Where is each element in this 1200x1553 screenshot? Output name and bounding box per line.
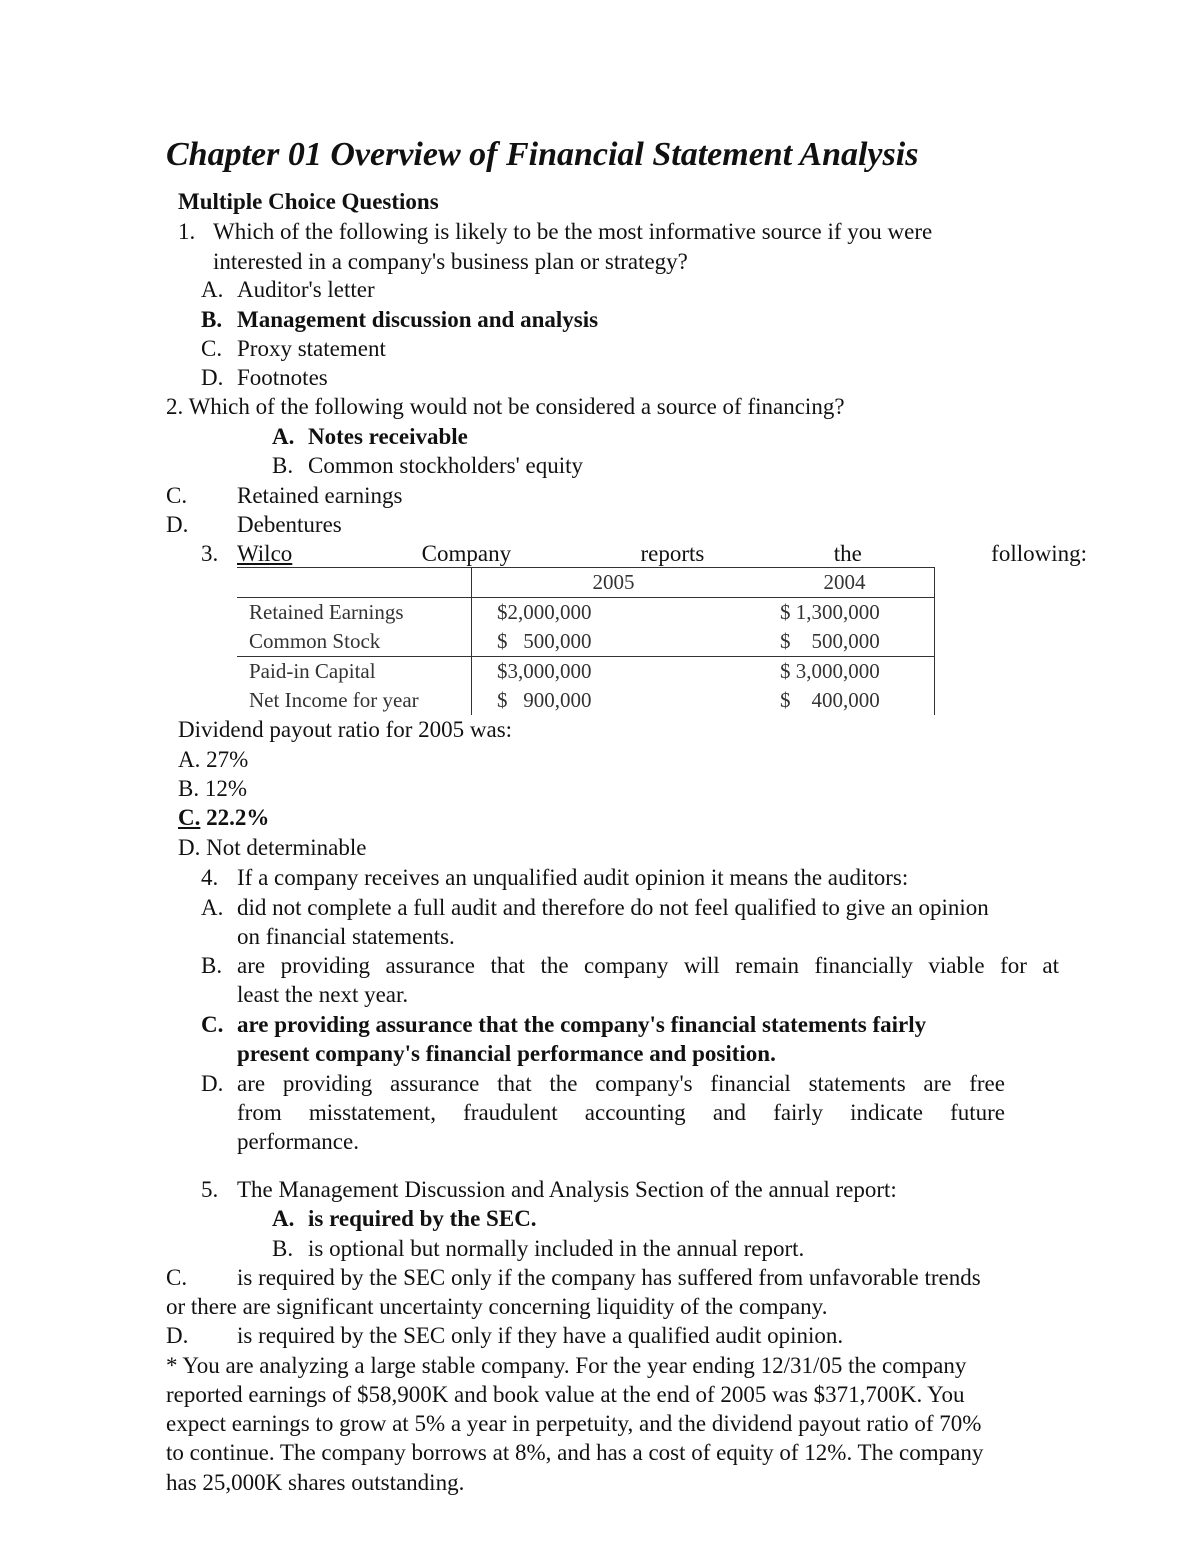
q1-number: 1. xyxy=(178,219,196,244)
q2-option-letter: A. xyxy=(272,424,295,449)
q4-stem: If a company receives an unqualified audit opinion it means the auditors: xyxy=(237,865,909,890)
q4-option-b-line1 xyxy=(237,954,1059,977)
q1-option-b-answer: Management discussion and analysis xyxy=(237,307,599,332)
q4-b-word: providing xyxy=(280,953,371,978)
q1-option-d: Footnotes xyxy=(237,365,328,390)
table-cell-label: Common Stock xyxy=(249,629,381,653)
q1-option-letter: D. xyxy=(201,365,224,390)
q4-d-word: are xyxy=(237,1071,266,1096)
q2-option-letter: C. xyxy=(166,483,188,508)
q2-stem: 2. Which of the following would not be considered a source of financing? xyxy=(166,394,845,419)
q3-option-letter: D. xyxy=(178,835,201,860)
q2-option-d: Debentures xyxy=(237,512,342,537)
q3-option-letter: C. xyxy=(178,805,201,830)
table-cell: $3,000,000 xyxy=(472,657,756,687)
q4-b-word: viable xyxy=(928,953,985,978)
q2-option-c: Retained earnings xyxy=(237,483,403,508)
q5-option-c-line2: or there are significant uncertainty concerning liquidity of the company. xyxy=(166,1294,828,1319)
table-cell: $ 1,300,000 xyxy=(755,598,935,628)
q5-option-letter: D. xyxy=(166,1323,189,1348)
q3-option-text: Not determinable xyxy=(206,835,367,860)
q3-stem-word: Company xyxy=(421,541,512,566)
q3-option-text: 12% xyxy=(204,776,248,801)
q1-option-letter: A. xyxy=(201,277,224,302)
q4-b-word: that xyxy=(490,953,525,978)
q4-b-word: company xyxy=(584,953,669,978)
q4-b-word: at xyxy=(1042,953,1059,978)
scenario-line: expect earnings to grow at 5% a year in perpetuity, and the dividend payout ratio of 70% xyxy=(166,1411,982,1436)
table-cell: $ 900,000 xyxy=(472,686,756,715)
q4-option-letter: C. xyxy=(201,1012,224,1037)
q3-question: Dividend payout ratio for 2005 was: xyxy=(178,717,513,742)
q4-option-letter: A. xyxy=(201,895,224,920)
table-header-cell xyxy=(237,568,472,598)
q4-option-d-line1 xyxy=(237,1072,1005,1095)
q5-option-d: is required by the SEC only if they have a qualified audit opinion. xyxy=(237,1323,844,1348)
q4-d-word: fraudulent xyxy=(463,1100,558,1125)
scenario-line: reported earnings of $58,900K and book value at the end of 2005 was $371,700K. You xyxy=(166,1382,965,1407)
section-heading: Multiple Choice Questions xyxy=(178,189,439,214)
q5-option-c-line1: is required by the SEC only if the company has suffered from unfavorable trends xyxy=(237,1265,981,1290)
q5-stem: The Management Discussion and Analysis Section of the annual report: xyxy=(237,1177,897,1202)
q4-option-a-line1: did not complete a full audit and therefore do not feel qualified to give an opinion xyxy=(237,895,989,920)
q3-option-letter: B. xyxy=(178,776,200,801)
table-cell: $2,000,000 xyxy=(472,598,756,628)
q4-option-a-line2: on financial statements. xyxy=(237,924,455,949)
q3-stem xyxy=(237,542,1087,565)
q4-d-word: indicate xyxy=(850,1100,923,1125)
scenario-line: to continue. The company borrows at 8%, and has a cost of equity of 12%. The company xyxy=(166,1440,984,1465)
q3-option-a xyxy=(178,748,248,771)
q4-b-word: will xyxy=(683,953,720,978)
q3-stem-word: reports xyxy=(640,541,705,566)
table-row xyxy=(237,657,935,687)
wilco-financial-table xyxy=(237,567,935,715)
q1-stem-line1: Which of the following is likely to be the most informative source if you were xyxy=(213,219,933,244)
q4-option-letter: B. xyxy=(201,953,223,978)
q3-stem-word: following: xyxy=(991,541,1087,566)
q3-stem-word: Wilco xyxy=(237,541,293,566)
q5-option-letter: A. xyxy=(272,1206,295,1231)
q4-d-word: and xyxy=(712,1100,747,1125)
q3-option-b xyxy=(178,777,247,800)
q3-option-text: 27% xyxy=(206,747,249,772)
q2-option-letter: D. xyxy=(166,512,189,537)
q4-option-b-line2: least the next year. xyxy=(237,982,409,1007)
table-row xyxy=(237,627,935,657)
q1-option-letter: C. xyxy=(201,336,223,361)
q4-option-d-line2 xyxy=(237,1101,1005,1124)
q2-option-b: Common stockholders' equity xyxy=(308,453,584,478)
table-row xyxy=(237,686,935,715)
q4-d-word: that xyxy=(497,1071,532,1096)
q4-b-word: are xyxy=(237,953,266,978)
q4-option-c-answer-line2: present company's financial performance and position. xyxy=(237,1041,776,1066)
q4-d-word: free xyxy=(969,1071,1005,1096)
scenario-line: has 25,000K shares outstanding. xyxy=(166,1470,465,1495)
q3-stem-word: the xyxy=(833,541,862,566)
q1-option-c: Proxy statement xyxy=(237,336,386,361)
q4-d-word: financial xyxy=(710,1071,791,1096)
q1-option-a: Auditor's letter xyxy=(237,277,375,302)
q4-d-word: company's xyxy=(595,1071,693,1096)
q4-d-word: the xyxy=(549,1071,578,1096)
q4-d-word: fairly xyxy=(773,1100,823,1125)
table-cell-label: Paid-in Capital xyxy=(249,659,376,683)
q3-option-d xyxy=(178,836,366,859)
q4-b-word: the xyxy=(540,953,569,978)
q2-option-letter: B. xyxy=(272,453,294,478)
q4-b-word: for xyxy=(1000,953,1027,978)
q1-stem-line2: interested in a company's business plan or strategy? xyxy=(213,249,688,274)
q5-number: 5. xyxy=(201,1177,219,1202)
q4-d-word: misstatement, xyxy=(308,1100,436,1125)
q3-option-text: 22.2% xyxy=(206,805,270,830)
q4-option-c-answer-line1: are providing assurance that the company's financial statements fairly xyxy=(237,1012,927,1037)
q5-option-b: is optional but normally included in the annual report. xyxy=(308,1236,805,1261)
q5-option-letter: B. xyxy=(272,1236,294,1261)
q4-number: 4. xyxy=(201,865,219,890)
q4-d-word: from xyxy=(237,1100,282,1125)
q3-option-letter: A. xyxy=(178,747,201,772)
q4-d-word: future xyxy=(950,1100,1005,1125)
table-header-row xyxy=(237,568,935,598)
table-cell-label: Net Income for year xyxy=(249,688,419,712)
q3-option-c-answer xyxy=(178,806,269,829)
q4-d-word: are xyxy=(923,1071,952,1096)
q4-b-word: financially xyxy=(814,953,913,978)
q4-d-word: accounting xyxy=(584,1100,686,1125)
q1-option-letter: B. xyxy=(201,307,223,332)
q2-option-a-answer: Notes receivable xyxy=(308,424,468,449)
q4-option-letter: D. xyxy=(201,1071,224,1096)
q4-d-word: statements xyxy=(808,1071,906,1096)
table-cell-label: Retained Earnings xyxy=(249,600,404,624)
q3-number: 3. xyxy=(201,541,219,566)
q4-d-word: providing xyxy=(282,1071,373,1096)
q5-option-a-answer: is required by the SEC. xyxy=(308,1206,537,1231)
q5-option-letter: C. xyxy=(166,1265,188,1290)
table-header-cell: 2005 xyxy=(472,568,756,598)
table-cell: $ 400,000 xyxy=(755,686,935,715)
page-title: Chapter 01 Overview of Financial Statement Analysis xyxy=(166,136,919,173)
table-row xyxy=(237,598,935,628)
q4-b-word: remain xyxy=(735,953,799,978)
table-cell: $ 3,000,000 xyxy=(755,657,935,687)
table-cell: $ 500,000 xyxy=(755,627,935,657)
table-header-cell: 2004 xyxy=(755,568,935,598)
q4-d-word: assurance xyxy=(390,1071,480,1096)
q4-option-d-line3: performance. xyxy=(237,1129,359,1154)
scenario-line: * You are analyzing a large stable company. For the year ending 12/31/05 the company xyxy=(166,1353,967,1378)
table-cell: $ 500,000 xyxy=(472,627,756,657)
q4-b-word: assurance xyxy=(385,953,475,978)
